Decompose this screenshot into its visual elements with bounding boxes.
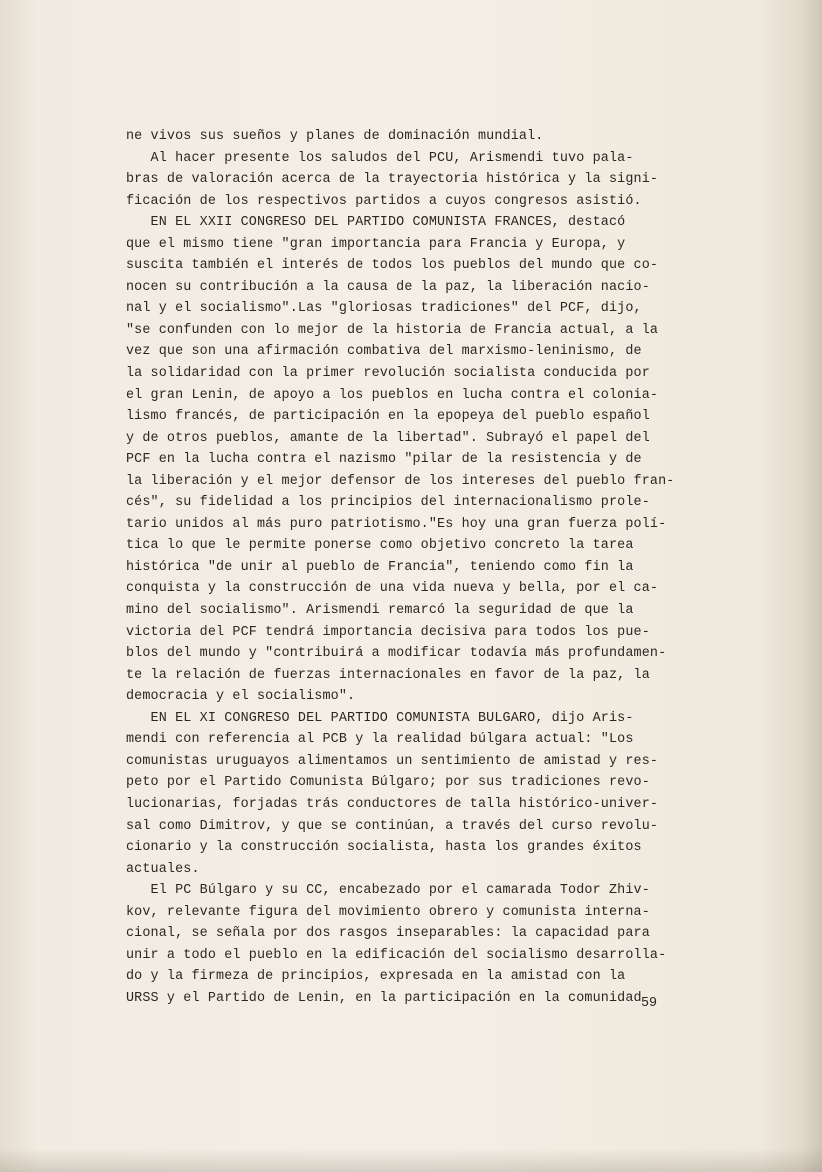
text-line: vez que son una afirmación combativa del marxismo-leninismo, de bbox=[126, 344, 642, 360]
text-line: Al hacer presente los saludos del PCU, Arismendi tuvo pala- bbox=[126, 150, 634, 166]
text-line: democracia y el socialismo". bbox=[126, 689, 356, 705]
text-line: EN EL XXII CONGRESO DEL PARTIDO COMUNISTA FRANCES, destacó bbox=[126, 215, 626, 231]
text-line: nocen su contribución a la causa de la paz, la liberación nacio- bbox=[126, 279, 650, 295]
text-line: lismo francés, de participación en la epopeya del pueblo español bbox=[126, 409, 650, 425]
text-line: actuales. bbox=[126, 861, 200, 877]
text-line: EN EL XI CONGRESO DEL PARTIDO COMUNISTA BULGARO, dijo Aris- bbox=[126, 710, 634, 726]
text-line: lucionarias, forjadas trás conductores de talla histórico-univer- bbox=[126, 796, 659, 812]
text-line: comunistas uruguayos alimentamos un sentimiento de amistad y res- bbox=[126, 753, 659, 769]
text-line: nal y el socialismo".Las "gloriosas tradiciones" del PCF, dijo, bbox=[126, 301, 642, 317]
text-line: mendi con referencia al PCB y la realidad búlgara actual: "Los bbox=[126, 732, 634, 748]
text-line: la solidaridad con la primer revolución socialista conducida por bbox=[126, 366, 650, 382]
text-line: ficación de los respectivos partidos a cuyos congresos asistió. bbox=[126, 193, 642, 209]
text-line: unir a todo el pueblo en la edificación del socialismo desarrolla- bbox=[126, 947, 667, 963]
text-line: que el mismo tiene "gran importancia para Francia y Europa, y bbox=[126, 236, 626, 252]
text-line: cional, se señala por dos rasgos inseparables: la capacidad para bbox=[126, 926, 650, 942]
text-line: sal como Dimitrov, y que se continúan, a través del curso revolu- bbox=[126, 818, 659, 834]
text-line: histórica "de unir al pueblo de Francia", teniendo como fin la bbox=[126, 559, 634, 575]
text-line: do y la firmeza de principios, expresada en la amistad con la bbox=[126, 969, 626, 985]
text-line: el gran Lenin, de apoyo a los pueblos en lucha contra el colonia- bbox=[126, 387, 659, 403]
text-line: cés", su fidelidad a los principios del internacionalismo prole- bbox=[126, 495, 650, 511]
text-line: suscita también el interés de todos los pueblos del mundo que co- bbox=[126, 258, 659, 274]
text-line: URSS y el Partido de Lenin, en la participación en la comunidad bbox=[126, 990, 642, 1006]
text-line: ne vivos sus sueños y planes de dominación mundial. bbox=[126, 129, 544, 144]
text-line: la liberación y el mejor defensor de los intereses del pueblo fran- bbox=[126, 473, 675, 489]
text-line: tica lo que le permite ponerse como objetivo concreto la tarea bbox=[126, 538, 634, 554]
text-line: y de otros pueblos, amante de la libertad". Subrayó el papel del bbox=[126, 430, 650, 446]
text-line: "se confunden con lo mejor de la historia de Francia actual, a la bbox=[126, 322, 659, 338]
text-line: peto por el Partido Comunista Búlgaro; por sus tradiciones revo- bbox=[126, 775, 650, 791]
page-number: 59 bbox=[641, 996, 658, 1011]
text-line: bras de valoración acerca de la trayectoria histórica y la signi- bbox=[126, 172, 659, 188]
text-line: El PC Búlgaro y su CC, encabezado por el camarada Todor Zhiv- bbox=[126, 883, 650, 899]
text-line: blos del mundo y "contribuirá a modificar todavía más profundamen- bbox=[126, 646, 667, 662]
text-line: te la relación de fuerzas internacionales en favor de la paz, la bbox=[126, 667, 650, 683]
text-line: conquista y la construcción de una vida nueva y bella, por el ca- bbox=[126, 581, 659, 597]
text-line: cionario y la construcción socialista, hasta los grandes éxitos bbox=[126, 840, 642, 856]
text-line: PCF en la lucha contra el nazismo "pilar de la resistencia y de bbox=[126, 452, 642, 468]
text-line: tario unidos al más puro patriotismo."Es hoy una gran fuerza polí- bbox=[126, 516, 667, 532]
text-line: victoria del PCF tendrá importancia decisiva para todos los pue- bbox=[126, 624, 650, 640]
page-edge-shadow bbox=[0, 1148, 822, 1172]
body-text bbox=[126, 126, 706, 1009]
text-line: mino del socialismo". Arismendi remarcó la seguridad de que la bbox=[126, 603, 634, 619]
text-line: kov, relevante figura del movimiento obrero y comunista interna- bbox=[126, 904, 650, 920]
